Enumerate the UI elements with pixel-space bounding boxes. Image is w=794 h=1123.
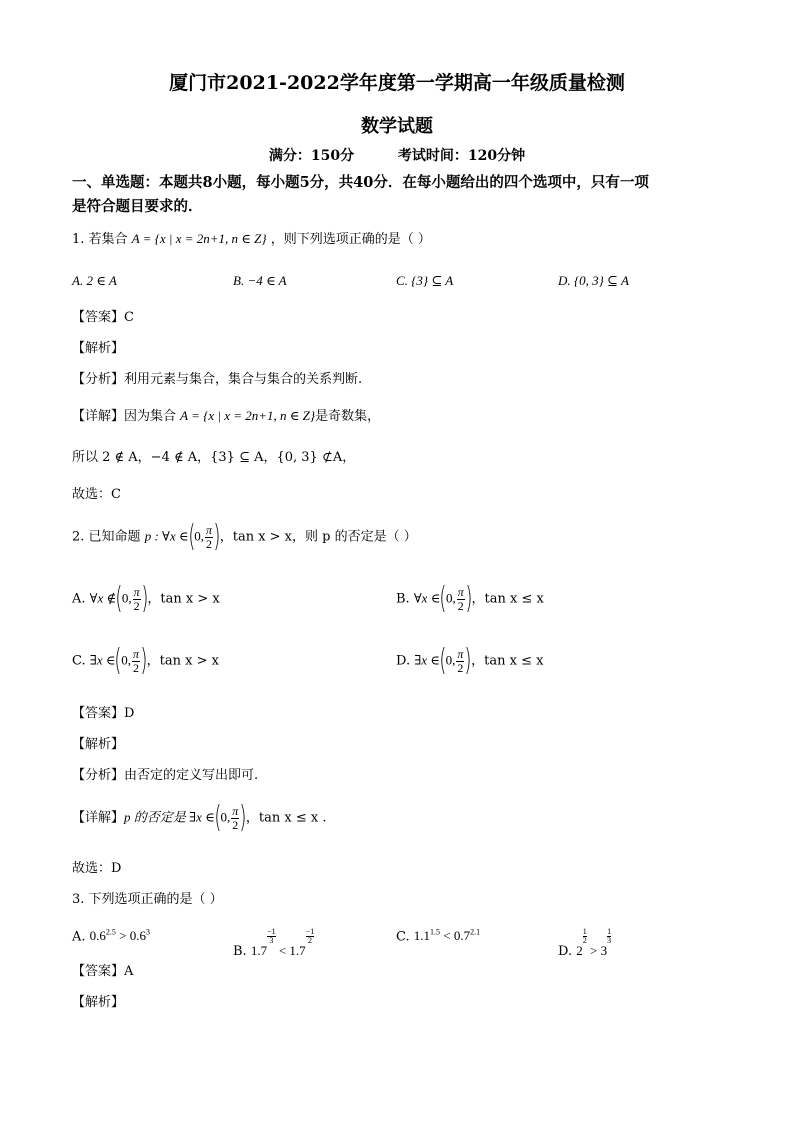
q3-option-b[interactable]: B. 1.7 $\frac{-1}{3}$ < 1.7 $\frac{-1}{2}$ bbox=[233, 927, 315, 959]
q1-set-expression: A = {x | x = 2n+1, n ∈ Z} bbox=[131, 231, 267, 246]
q2-answer: 【答案】D bbox=[72, 706, 135, 721]
answer-tag: 【答案】 bbox=[72, 310, 125, 325]
answer-value: C bbox=[124, 310, 134, 325]
score-text: 满分：150分 bbox=[268, 148, 355, 164]
question-1-stem bbox=[72, 231, 431, 248]
q1-analysis-tag: 【解析】 bbox=[72, 341, 125, 356]
q2-detail: 【详解】p 的否定是 ∃x ∈(0, $\frac{\pi}{2}$ )，tan x ≤ x . bbox=[72, 800, 327, 835]
question-3-stem: 3. 下列选项正确的是（ ） bbox=[72, 892, 223, 907]
q2-proposition: p : ∀x ∈ bbox=[144, 528, 189, 544]
q1-option-d[interactable]: D. {0, 3} ⊆ A bbox=[558, 273, 629, 288]
q2-suffix: ，tan x > x，则 p 的否定是（ ） bbox=[219, 529, 417, 545]
q1-choose: 故选：C bbox=[72, 487, 121, 502]
q2-analysis-tag: 【解析】 bbox=[72, 737, 125, 752]
q2-choose: 故选：D bbox=[72, 861, 122, 876]
q1-answer bbox=[72, 310, 134, 326]
q1-so-line: 所以 2 ∉ A，−4 ∉ A，{3} ⊆ A，{0, 3} ⊄A， bbox=[72, 450, 356, 465]
q3-option-a[interactable]: A. $0.6^{2.5} > 0.6^3$ bbox=[72, 928, 151, 945]
q1-prefix: 1. 若集合 bbox=[72, 232, 128, 247]
pi-over-2: $\frac{\pi}{2}$ bbox=[205, 522, 212, 551]
section-heading-line2: 是符合题目要求的． bbox=[72, 198, 203, 215]
q1-suffix: ，则下列选项正确的是（ ） bbox=[270, 232, 431, 247]
section-heading-line1: 一、单选题：本题共8小题，每小题5分，共40分．在每小题给出的四个选项中，只有一项 bbox=[72, 174, 649, 191]
q3-option-d[interactable]: D. 2 $\frac{1}{2}$ > 3 $\frac{1}{3}$ bbox=[558, 927, 612, 959]
q1-option-a[interactable]: A. 2 ∈ A bbox=[72, 273, 117, 288]
fenxi-tag: 【分析】 bbox=[72, 372, 125, 387]
q1-option-b[interactable]: B. −4 ∈ A bbox=[233, 273, 287, 288]
exam-meta bbox=[0, 148, 794, 165]
q3-b-expression: 1.7 $\frac{-1}{3}$ < 1.7 $\frac{-1}{2}$ bbox=[250, 927, 315, 958]
time-text: 考试时间：120分钟 bbox=[397, 148, 526, 164]
q3-answer: 【答案】A bbox=[72, 964, 134, 979]
detail-pre: 因为集合 bbox=[124, 409, 177, 424]
q2-prefix: 2. 已知命题 bbox=[72, 529, 141, 545]
q3-option-c[interactable]: C. $1.1^{1.5} < 0.7^{2.1}$ bbox=[396, 928, 481, 945]
question-2-stem: 2. 已知命题 p : ∀x ∈(0, $\frac{\pi}{2}$ )，tan x > x，则 p 的否定是（ ） bbox=[72, 519, 417, 554]
q2-option-c[interactable]: C. ∃x ∈(0, $\frac{\pi}{2}$ )，tan x > x bbox=[72, 643, 219, 678]
q3-c-expression: $1.1^{1.5} < 0.7^{2.1}$ bbox=[413, 928, 481, 944]
detail-set-expression: A = {x | x = 2n+1, n ∈ Z} bbox=[180, 408, 316, 423]
page-subtitle: 数学试题 bbox=[361, 116, 433, 137]
detail-tag: 【详解】 bbox=[72, 409, 125, 424]
fenxi-text: 利用元素与集合，集合与集合的关系判断. bbox=[124, 372, 363, 387]
q3-d-expression: 2 $\frac{1}{2}$ > 3 $\frac{1}{3}$ bbox=[576, 927, 612, 958]
q1-fenxi bbox=[72, 372, 362, 388]
left-paren: ( bbox=[187, 519, 195, 554]
q3-analysis-tag: 【解析】 bbox=[72, 995, 125, 1010]
q1-option-c[interactable]: C. {3} ⊆ A bbox=[396, 273, 454, 288]
page-title: 厦门市2021-2022学年度第一学期高一年级质量检测 bbox=[169, 72, 625, 94]
q2-option-b[interactable]: B. ∀x ∈(0, $\frac{\pi}{2}$ )，tan x ≤ x bbox=[396, 581, 544, 616]
q3-a-expression: $0.6^{2.5} > 0.6^3$ bbox=[89, 928, 151, 944]
q2-fenxi: 【分析】由否定的定义写出即可. bbox=[72, 768, 259, 783]
q2-option-d[interactable]: D. ∃x ∈(0, $\frac{\pi}{2}$ )，tan x ≤ x bbox=[396, 643, 544, 678]
detail-post: 是奇数集， bbox=[315, 409, 381, 424]
q2-option-a[interactable]: A. ∀x ∉(0, $\frac{\pi}{2}$ )，tan x > x bbox=[72, 581, 220, 616]
right-paren: ) bbox=[213, 519, 221, 554]
q1-detail bbox=[72, 408, 380, 425]
